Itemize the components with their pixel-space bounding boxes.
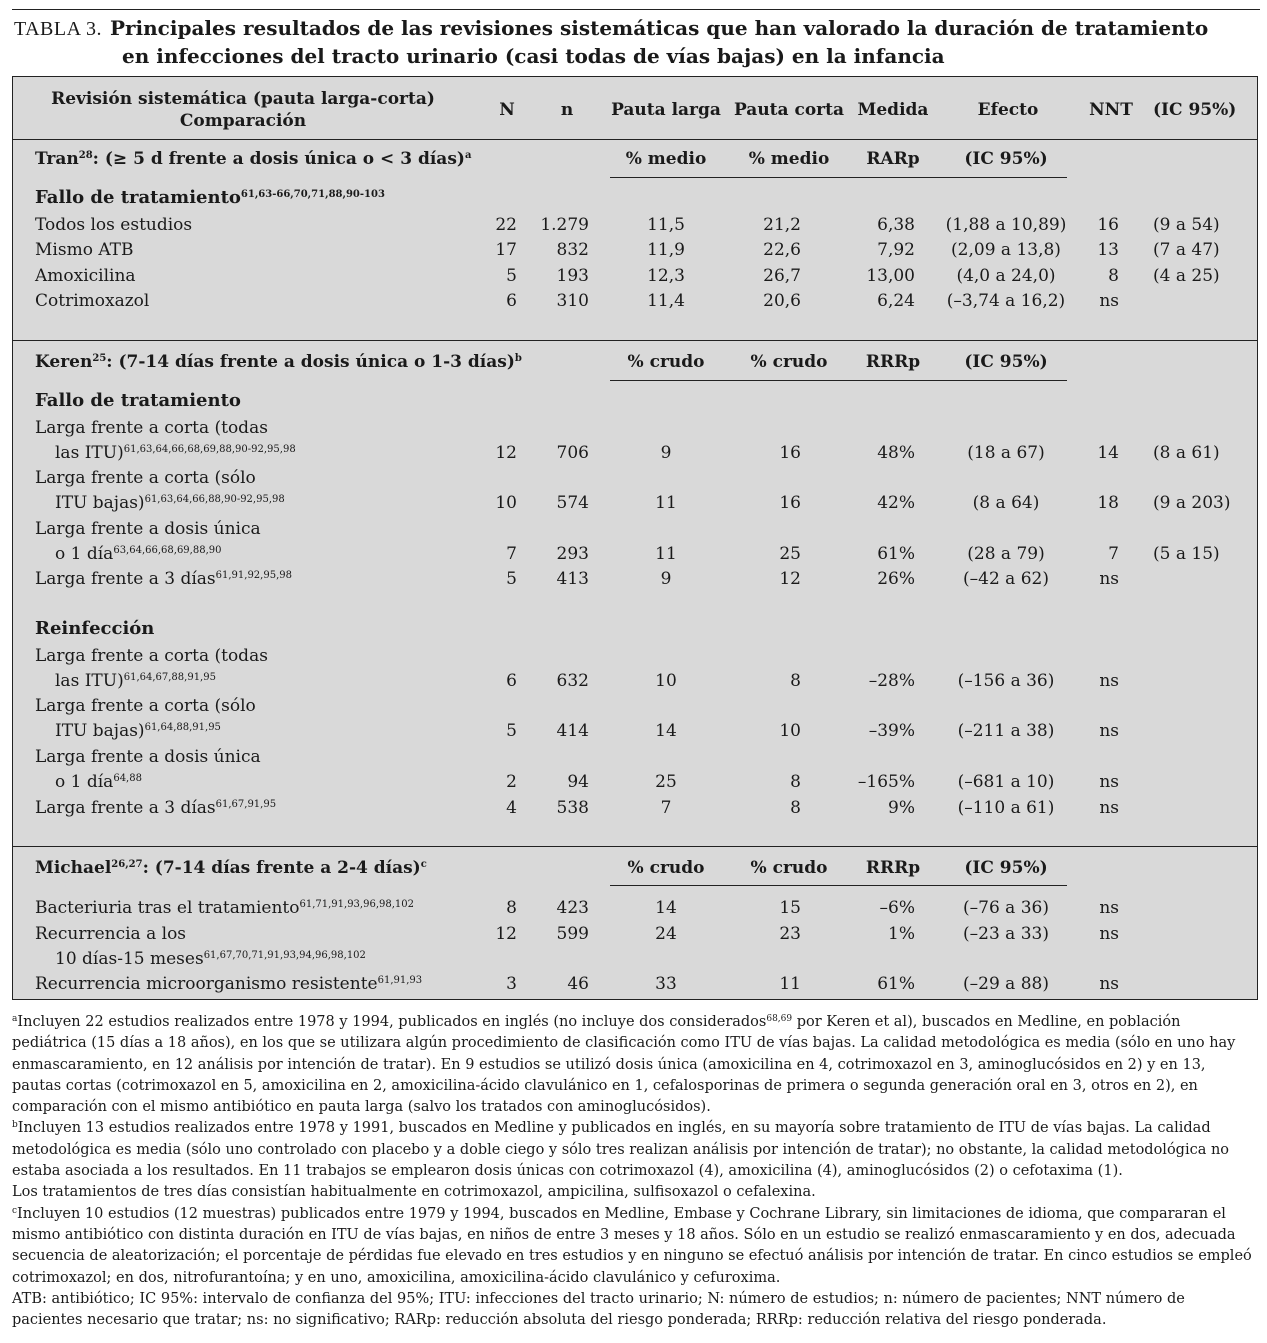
- reinf-row-3-n: 94: [567, 772, 589, 792]
- footnote-a-text1: Incluyen 22 estudios realizados entre 1978 y 1994, publicados en inglés (no incluye dos considerados: [17, 1014, 767, 1030]
- reinf-row-2-ref: 61,64,88,91,95: [144, 722, 221, 733]
- footnote-b: [12, 1118, 1258, 1182]
- reinf-row-2-N: 5: [506, 721, 517, 741]
- michael-row-2-nnt: ns: [1099, 924, 1119, 944]
- keren-sub-medida: RRRp: [865, 352, 921, 372]
- tran-row-3-larga: 12,3: [647, 266, 685, 286]
- keren-group-reinf: Reinfección: [35, 618, 155, 639]
- tran-sub-corta: % medio: [748, 149, 830, 169]
- fallo-row-1-corta: 16: [779, 443, 801, 463]
- reinf-row-4-nnt: ns: [1099, 798, 1119, 818]
- michael-heading: [35, 857, 427, 879]
- table-label: TABLA 3.: [14, 18, 102, 40]
- footnote-c-text: Incluyen 10 estudios (12 muestras) publicados entre 1979 y 1994, buscados en Medline, Embase y Cochrane Library, sin limitaciones de idioma, que compararan el mismo antibiótico con distinta duración en ITU de vías bajas, en niños de entre 3 meses y 18 años. Sólo en un estudio se realizó enmascaramiento y en dos, adecuada secuencia de aleatorización; el porcentaje de pérdidas fue elevado en tres estudios y en ninguno se efectuó análisis por intención de tratar. En cinco estudios se empleó cotrimoxazol; en dos, nitrofurantoína; y en uno, amoxicilina, amoxicilina-ácido clavulánico y cefuroxima.: [12, 1205, 1252, 1286]
- fallo-row-4-larga: 9: [660, 569, 672, 589]
- footnote-a: [12, 1012, 1258, 1118]
- tran-desc: : (≥ 5 d frente a dosis única o < 3 días): [92, 149, 465, 169]
- tran-row-4-larga: 11,4: [647, 291, 685, 311]
- michael-row-3-n: 46: [567, 974, 589, 994]
- fallo-row-4-n: 413: [556, 569, 589, 589]
- fallo-row-2-medida: 42%: [877, 493, 915, 513]
- tran-row-3-medida: 13,00: [866, 266, 915, 286]
- keren-sub-underline: [610, 380, 1067, 381]
- fallo-row-2-n: 574: [556, 493, 589, 513]
- michael-row-2-label2: [55, 948, 366, 970]
- tran-row-1-medida: 6,38: [877, 215, 915, 235]
- fallo-row-4-ref: 61,91,92,95,98: [215, 570, 292, 581]
- reinf-row-4-label1: [35, 797, 276, 819]
- michael-row-3-corta: 11: [779, 974, 801, 994]
- keren-sub-larga: % crudo: [627, 352, 705, 372]
- fallo-row-1-medida: 48%: [877, 443, 915, 463]
- fallo-row-1-N: 12: [495, 443, 517, 463]
- keren-sub-corta: % crudo: [750, 352, 828, 372]
- header-N: N: [499, 100, 515, 120]
- footnote-b-text: Incluyen 13 estudios realizados entre 1978 y 1991, buscados en Medline y publicados en inglés, en su mayoría sobre tratamiento de ITU de vías bajas. La calidad metodológica es media (sólo uno controlado con placebo y a doble ciego y sólo tres realizan análisis por intención de tratar); no obstante, la calidad metodológica no estaba asociada a los resultados. En 11 trabajos se emplearon dosis únicas con cotrimoxazol (4), amoxicilina (4), aminoglucósidos (2) o cefotaxima (1).: [12, 1120, 1230, 1180]
- title-line-2: en infecciones del tracto urinario (casi todas de vías bajas) en la infancia: [122, 44, 945, 68]
- michael-row-2-label2-text: 10 días-15 meses: [55, 949, 204, 969]
- tran-divider: [13, 340, 1257, 341]
- footnote-a-ref: 68,69: [766, 1014, 793, 1024]
- fallo-row-4-label1-text: Larga frente a 3 días: [35, 569, 216, 589]
- tran-row-1-n: 1.279: [540, 215, 589, 235]
- reinf-row-4-label1-text: Larga frente a 3 días: [35, 798, 216, 818]
- reinf-row-4-larga: 7: [660, 798, 672, 818]
- header-efecto: Efecto: [977, 100, 1039, 120]
- fallo-row-1-nnt: 14: [1097, 443, 1119, 463]
- footnote-abbreviations: ATB: antibiótico; IC 95%: intervalo de confianza del 95%; ITU: infecciones del tracto urinario; N: número de estudios; n: número de pacientes; NNT número de pacientes necesario que tratar; ns: no significativo; RARp: reducción absoluta del riesgo ponderada; RRRp: reducción relativa del riesgo ponderada.: [12, 1290, 1185, 1329]
- reinf-row-1-medida: –28%: [868, 671, 915, 691]
- reinf-row-1-nnt: ns: [1099, 671, 1119, 691]
- michael-row-3-N: 3: [506, 974, 517, 994]
- reinf-row-2-larga: 14: [655, 721, 677, 741]
- tran-row-2-medida: 7,92: [877, 240, 915, 260]
- tran-row-3-n: 193: [556, 266, 589, 286]
- michael-row-1-label1-text: Bacteriuria tras el tratamiento: [35, 898, 300, 918]
- michael-row-3-label1: [35, 973, 422, 995]
- tran-sub-underline: [610, 177, 1067, 178]
- fallo-row-3-N: 7: [506, 544, 517, 564]
- fallo-row-3-efecto: (28 a 79): [967, 544, 1045, 564]
- michael-row-2-ref2: 61,67,70,71,91,93,94,96,98,102: [203, 950, 366, 961]
- fallo-row-2-efecto: (8 a 64): [972, 493, 1040, 513]
- tran-row-3-efecto: (4,0 a 24,0): [956, 266, 1056, 286]
- michael-note: c: [420, 859, 427, 870]
- reinf-row-2-n: 414: [556, 721, 589, 741]
- tran-row-4-nnt: ns: [1099, 291, 1119, 311]
- header-pauta-larga: Pauta larga: [611, 100, 721, 120]
- reinf-row-2-corta: 10: [779, 721, 801, 741]
- tran-row-4-efecto: (–3,74 a 16,2): [946, 291, 1066, 311]
- fallo-row-1-ref: 61,63,64,66,68,69,88,90-92,95,98: [123, 444, 296, 455]
- reinf-row-1-efecto: (–156 a 36): [957, 671, 1055, 691]
- tran-row-3-label: Amoxicilina: [35, 266, 136, 286]
- reinf-row-3-nnt: ns: [1099, 772, 1119, 792]
- tran-row-1-efecto: (1,88 a 10,89): [945, 215, 1067, 235]
- tran-row-2-corta: 22,6: [763, 240, 801, 260]
- fallo-row-4-efecto: (–42 a 62): [963, 569, 1049, 589]
- michael-row-3-larga: 33: [655, 974, 677, 994]
- keren-name: Keren: [35, 352, 93, 372]
- fallo-row-2-label1: Larga frente a corta (sólo: [35, 468, 256, 488]
- reinf-row-4-ref: 61,67,91,95: [215, 799, 277, 810]
- top-rule: [12, 9, 1260, 10]
- fallo-row-3-corta: 25: [779, 544, 801, 564]
- fallo-row-1-label1: Larga frente a corta (todas: [35, 418, 268, 438]
- header-ic: (IC 95%): [1153, 100, 1237, 120]
- tran-row-4-medida: 6,24: [877, 291, 915, 311]
- reinf-row-4-n: 538: [556, 798, 589, 818]
- michael-sub-corta: % crudo: [750, 858, 828, 878]
- fallo-row-1-label2: [55, 442, 296, 464]
- michael-row-2-corta: 23: [779, 924, 801, 944]
- reinf-row-3-larga: 25: [655, 772, 677, 792]
- fallo-row-2-label2-text: ITU bajas): [55, 493, 145, 513]
- reinf-row-1-label2-text: las ITU): [55, 671, 124, 691]
- fallo-row-3-ic: (5 a 15): [1153, 544, 1220, 564]
- reinf-row-1-n: 632: [556, 671, 589, 691]
- footnote-c-mark: c: [12, 1205, 18, 1216]
- title-line-1: Principales resultados de las revisiones sistemáticas que han valorado la duración de tratamiento: [109, 16, 1209, 40]
- tran-sub-medida: RARp: [866, 149, 920, 169]
- keren-divider: [13, 846, 1257, 847]
- reinf-row-1-ref: 61,64,67,88,91,95: [123, 672, 216, 683]
- reinf-row-3-efecto: (–681 a 10): [957, 772, 1055, 792]
- reinf-row-3-label2: [55, 771, 142, 793]
- footnote-a-mark: a: [12, 1014, 18, 1024]
- reinf-row-1-corta: 8: [790, 671, 801, 691]
- keren-desc: : (7-14 días frente a dosis única o 1-3 días): [106, 352, 515, 372]
- fallo-row-4-corta: 12: [779, 569, 801, 589]
- footnote-a-text2: por Keren et al), buscados en Medline, en población pediátrica (15 días a 18 años), en los que se utilizara algún procedimiento de clasificación como ITU de vías bajas. La calidad metodológica es media (sólo en uno hay enmascaramiento, en 12 análisis por intención de tratar). En 9 estudios se utilizó dosis única (amoxicilina en 4, cotrimoxazol en 3, aminoglucósidos en 2) y en 13, pautas cortas (cotrimoxazol en 5, amoxicilina en 2, amoxicilina-ácido clavulánico en 1, cefalosporinas de primera o segunda generación oral en 3, otros en 2), en comparación con el mismo antibiótico en pauta larga (salvo los tratados con aminoglucósidos).: [12, 1014, 1236, 1116]
- fallo-row-2-larga: 11: [655, 493, 677, 513]
- tran-group-label: Fallo de tratamiento: [35, 187, 241, 208]
- tran-row-3-ic: (4 a 25): [1153, 266, 1220, 286]
- fallo-row-2-label2: [55, 492, 285, 514]
- reinf-row-3-ref: 64,88: [113, 773, 142, 784]
- reinf-row-3-N: 2: [506, 772, 517, 792]
- reinf-row-1-label1: Larga frente a corta (todas: [35, 646, 268, 666]
- fallo-row-1-ic: (8 a 61): [1153, 443, 1220, 463]
- reinf-row-4-medida: 9%: [888, 798, 915, 818]
- michael-row-3-medida: 61%: [877, 974, 915, 994]
- michael-row-2-label1: [35, 923, 186, 945]
- tran-group: [35, 187, 385, 209]
- michael-row-2-medida: 1%: [888, 924, 915, 944]
- fallo-row-2-ic: (9 a 203): [1153, 493, 1231, 513]
- michael-row-1-N: 8: [506, 898, 517, 918]
- header-revision: [43, 88, 443, 132]
- reinf-row-2-medida: –39%: [868, 721, 915, 741]
- header-revision-line2: Comparación: [179, 111, 307, 131]
- michael-sub-medida: RRRp: [865, 858, 921, 878]
- results-table: [12, 76, 1258, 1000]
- tran-row-1-ic: (9 a 54): [1153, 215, 1220, 235]
- reinf-row-2-label2-text: ITU bajas): [55, 721, 145, 741]
- reinf-row-2-nnt: ns: [1099, 721, 1119, 741]
- reinf-row-4-corta: 8: [790, 798, 801, 818]
- michael-row-1-corta: 15: [779, 898, 801, 918]
- tran-row-3-corta: 26,7: [763, 266, 801, 286]
- tran-row-2-larga: 11,9: [647, 240, 685, 260]
- tran-row-4-label: Cotrimoxazol: [35, 291, 150, 311]
- michael-sub-efecto: (IC 95%): [964, 858, 1048, 878]
- tran-row-2-label: Mismo ATB: [35, 240, 134, 260]
- tran-row-1-corta: 21,2: [763, 215, 801, 235]
- reinf-row-2-efecto: (–211 a 38): [957, 721, 1055, 741]
- tran-row-2-n: 832: [556, 240, 589, 260]
- reinf-row-2-label1: Larga frente a corta (sólo: [35, 696, 256, 716]
- tran-group-ref: 61,63-66,70,71,88,90-103: [240, 189, 385, 200]
- footnote-c: [12, 1204, 1258, 1289]
- fallo-row-4-nnt: ns: [1099, 569, 1119, 589]
- footnote-b2: Los tratamientos de tres días consistían habitualmente en cotrimoxazol, ampicilina, sulfisoxazol o cefalexina.: [12, 1184, 816, 1201]
- fallo-row-1-efecto: (18 a 67): [967, 443, 1045, 463]
- michael-row-3-nnt: ns: [1099, 974, 1119, 994]
- michael-row-1-label1: [35, 897, 414, 919]
- tran-row-3-N: 5: [506, 266, 517, 286]
- tran-note: a: [464, 150, 472, 161]
- tran-heading: [35, 148, 471, 170]
- tran-sub-larga: % medio: [625, 149, 707, 169]
- header-n: n: [560, 100, 574, 120]
- michael-row-2-label1-text: Recurrencia a los: [35, 924, 187, 944]
- header-nnt: NNT: [1089, 100, 1133, 120]
- fallo-row-2-corta: 16: [779, 493, 801, 513]
- tran-row-1-nnt: 16: [1097, 215, 1119, 235]
- fallo-row-3-label1: Larga frente a dosis única: [35, 519, 261, 539]
- tran-row-1-label: Todos los estudios: [35, 215, 193, 235]
- tran-row-4-corta: 20,6: [763, 291, 801, 311]
- tran-row-2-ic: (7 a 47): [1153, 240, 1220, 260]
- michael-row-3-efecto: (–29 a 88): [963, 974, 1049, 994]
- michael-desc: : (7-14 días frente a 2-4 días): [142, 858, 421, 878]
- reinf-row-3-corta: 8: [790, 772, 801, 792]
- fallo-row-2-ref: 61,63,64,66,88,90-92,95,98: [144, 494, 285, 505]
- fallo-row-4-medida: 26%: [877, 569, 915, 589]
- fallo-row-1-label2-text: las ITU): [55, 443, 124, 463]
- reinf-row-1-label2: [55, 670, 216, 692]
- michael-row-2-N: 12: [495, 924, 517, 944]
- fallo-row-3-larga: 11: [655, 544, 677, 564]
- fallo-row-3-nnt: 7: [1108, 544, 1119, 564]
- michael-row-2-n: 599: [556, 924, 589, 944]
- michael-row-1-medida: –6%: [879, 898, 915, 918]
- fallo-row-3-label2-text: o 1 día: [55, 544, 114, 564]
- header-revision-line1: Revisión sistemática (pauta larga-corta): [51, 89, 435, 109]
- tran-name: Tran: [35, 149, 79, 169]
- michael-row-1-n: 423: [556, 898, 589, 918]
- reinf-row-3-medida: –165%: [857, 772, 915, 792]
- fallo-row-1-larga: 9: [660, 443, 672, 463]
- fallo-row-3-label2: [55, 543, 221, 565]
- michael-sub-larga: % crudo: [627, 858, 705, 878]
- fallo-row-4-label1: [35, 568, 292, 590]
- michael-sub-underline: [610, 885, 1067, 886]
- keren-ref: 25: [92, 353, 107, 364]
- michael-row-2-larga: 24: [655, 924, 677, 944]
- reinf-row-4-efecto: (–110 a 61): [957, 798, 1055, 818]
- michael-row-1-larga: 14: [655, 898, 677, 918]
- fallo-row-3-n: 293: [556, 544, 589, 564]
- fallo-row-3-ref: 63,64,66,68,69,88,90: [113, 545, 222, 556]
- header-medida: Medida: [857, 100, 929, 120]
- reinf-row-3-label2-text: o 1 día: [55, 772, 114, 792]
- reinf-row-1-larga: 10: [655, 671, 677, 691]
- header-divider: [13, 139, 1257, 140]
- footnotes: [12, 1012, 1258, 1331]
- michael-row-2-efecto: (–23 a 33): [963, 924, 1049, 944]
- fallo-row-4-N: 5: [506, 569, 517, 589]
- tran-row-2-efecto: (2,09 a 13,8): [951, 240, 1061, 260]
- michael-row-1-ref1: 61,71,91,93,96,98,102: [299, 899, 414, 910]
- header-pauta-corta: Pauta corta: [733, 100, 844, 120]
- michael-name: Michael: [35, 858, 112, 878]
- tran-row-4-n: 310: [556, 291, 589, 311]
- fallo-row-1-n: 706: [556, 443, 589, 463]
- tran-ref: 28: [78, 150, 93, 161]
- keren-sub-efecto: (IC 95%): [964, 352, 1048, 372]
- tran-row-2-nnt: 13: [1097, 240, 1119, 260]
- fallo-row-2-N: 10: [495, 493, 517, 513]
- tran-row-2-N: 17: [495, 240, 517, 260]
- tran-row-4-N: 6: [506, 291, 517, 311]
- keren-note: b: [514, 353, 522, 364]
- fallo-row-2-nnt: 18: [1097, 493, 1119, 513]
- tran-row-3-nnt: 8: [1108, 266, 1119, 286]
- footnote-b-mark: b: [12, 1120, 18, 1131]
- keren-heading: [35, 351, 522, 373]
- table-title: [14, 15, 1254, 70]
- tran-row-1-N: 22: [495, 215, 517, 235]
- michael-row-1-efecto: (–76 a 36): [963, 898, 1049, 918]
- reinf-row-1-N: 6: [506, 671, 517, 691]
- michael-row-3-label1-text: Recurrencia microorganismo resistente: [35, 974, 378, 994]
- reinf-row-4-N: 4: [506, 798, 517, 818]
- michael-row-1-nnt: ns: [1099, 898, 1119, 918]
- tran-sub-efecto: (IC 95%): [964, 149, 1048, 169]
- reinf-row-3-label1: Larga frente a dosis única: [35, 747, 261, 767]
- michael-row-3-ref1: 61,91,93: [377, 975, 423, 986]
- fallo-row-3-medida: 61%: [877, 544, 915, 564]
- reinf-row-2-label2: [55, 720, 221, 742]
- tran-row-1-larga: 11,5: [647, 215, 685, 235]
- keren-group-fallo: Fallo de tratamiento: [35, 390, 241, 411]
- michael-ref: 26,27: [111, 859, 143, 870]
